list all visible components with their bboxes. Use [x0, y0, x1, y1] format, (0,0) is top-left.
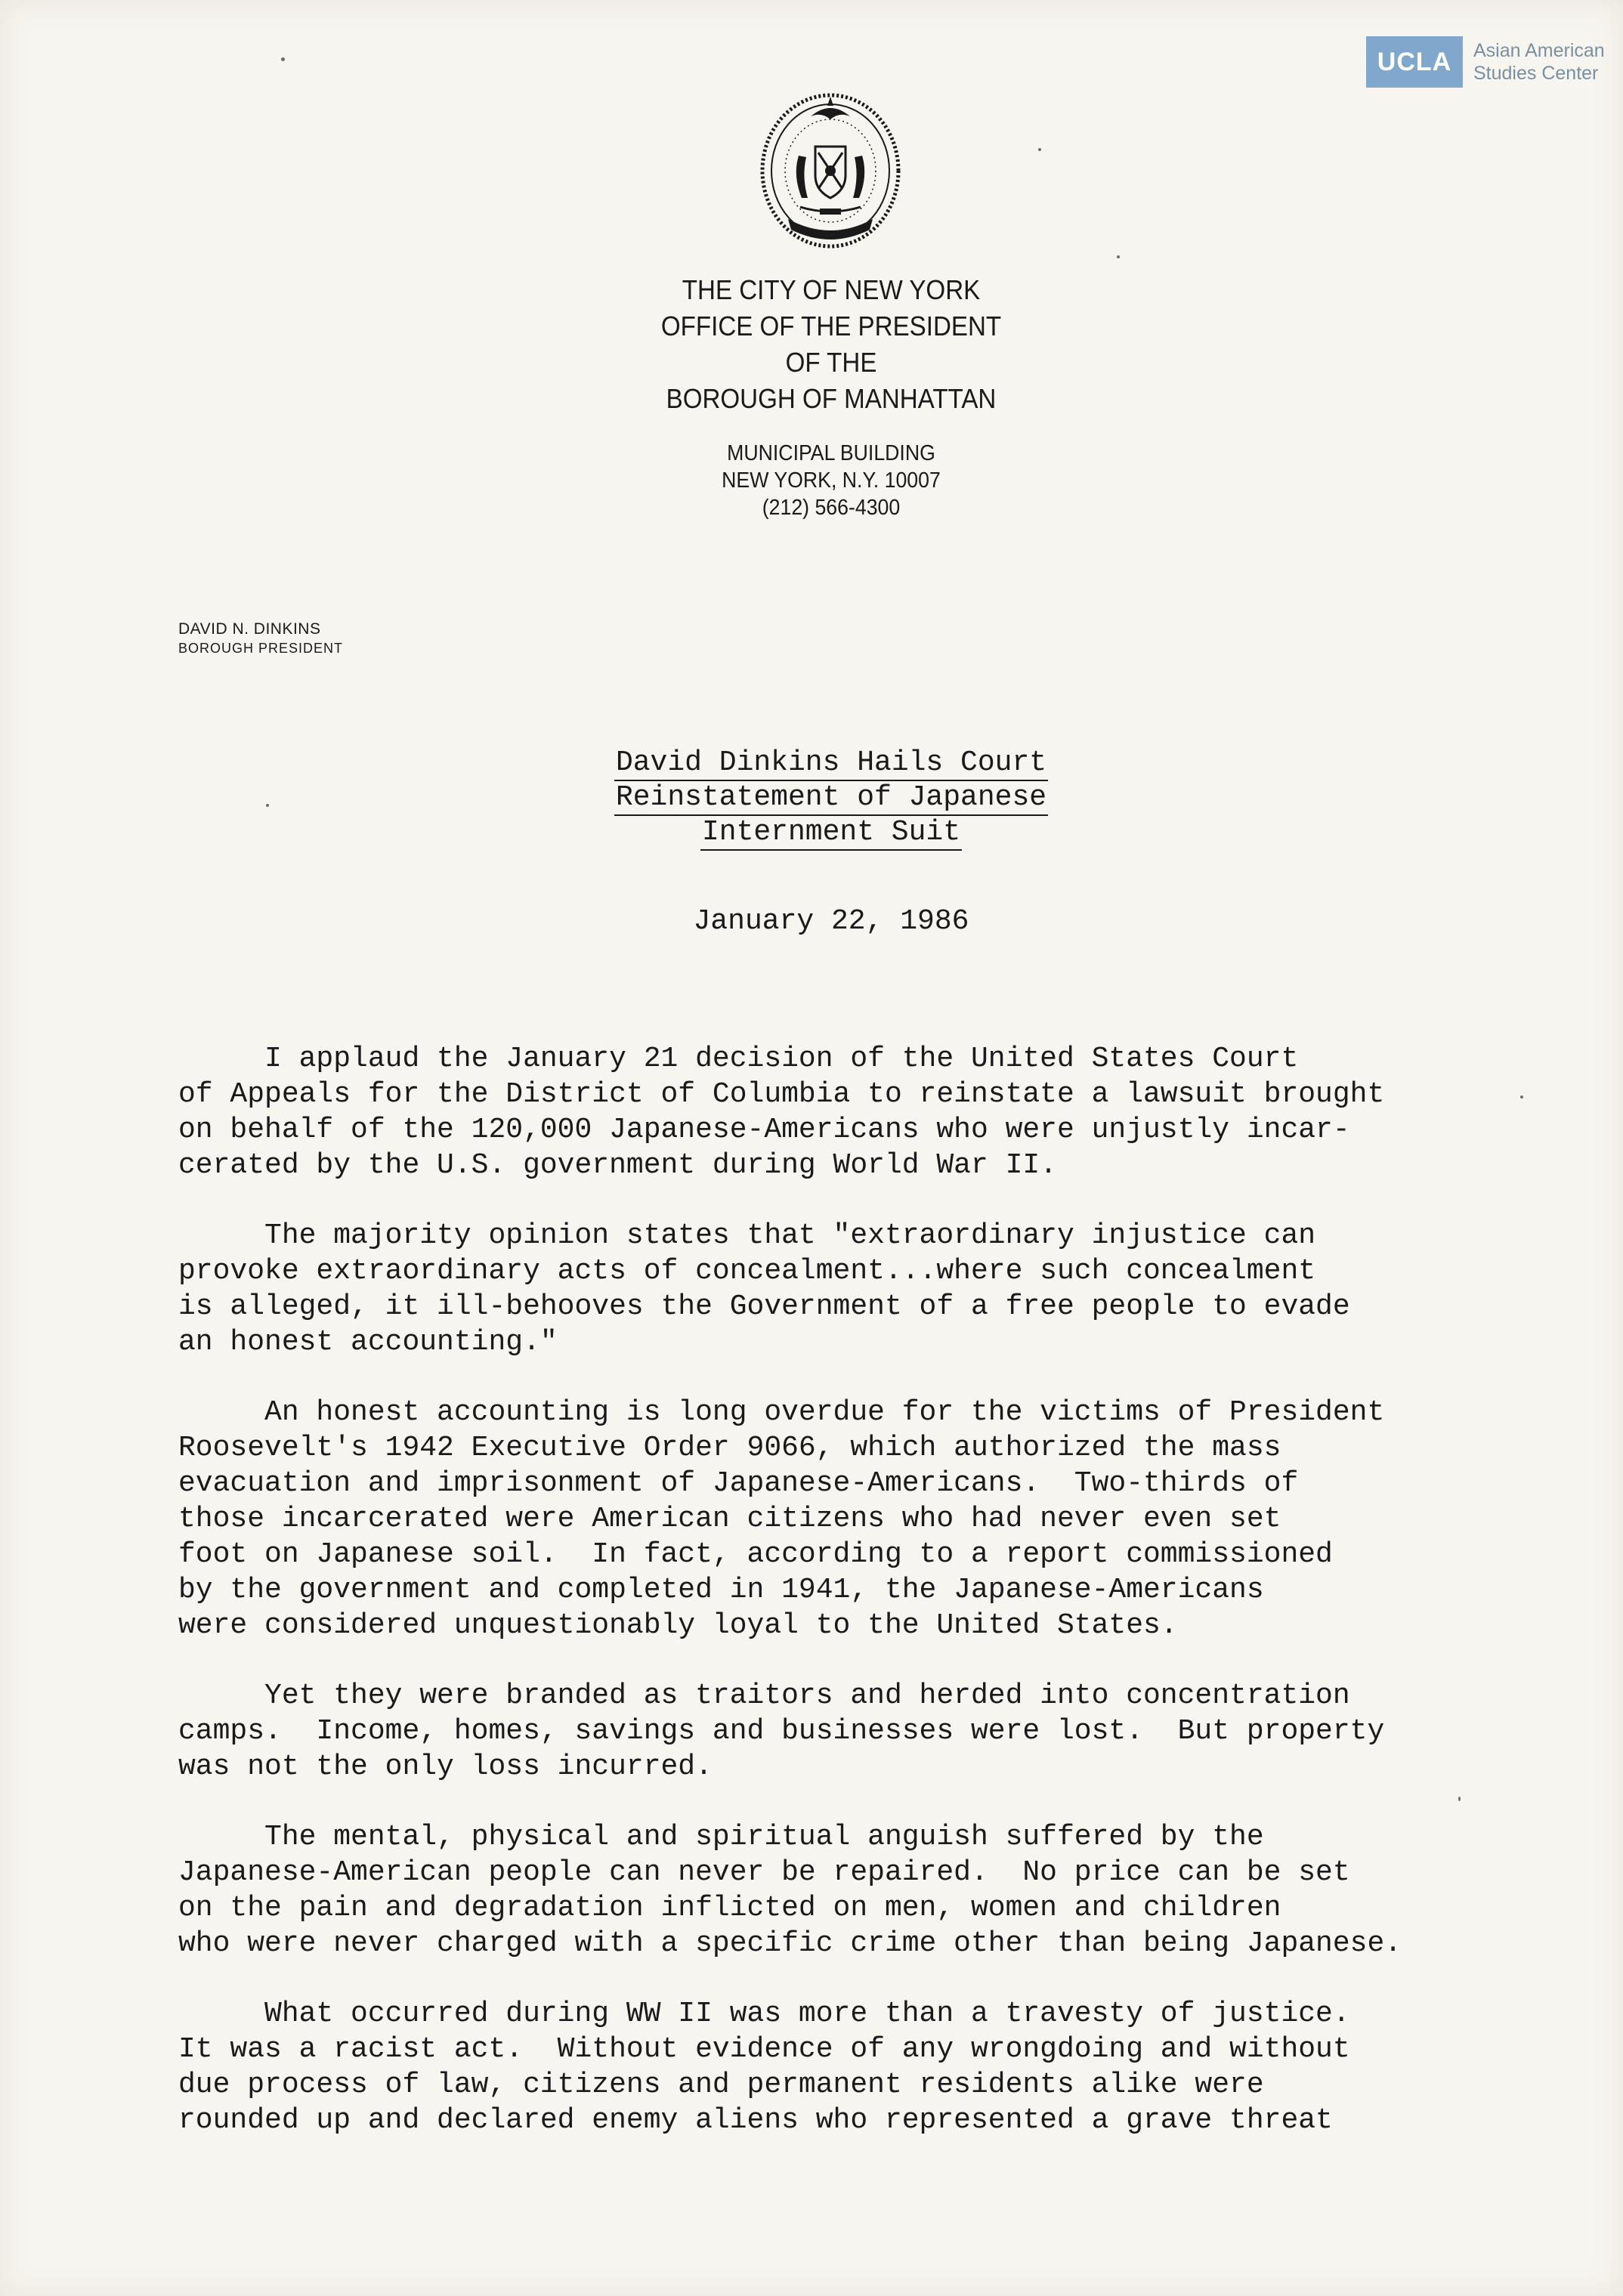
archive-name-line-1: Asian American	[1473, 40, 1605, 61]
body-line: of Appeals for the District of Columbia to reinstate a lawsuit brought	[178, 1078, 1385, 1111]
body-line: an honest accounting."	[178, 1326, 558, 1358]
body-line: on behalf of the 120,000 Japanese-Americans who were unjustly incar-	[178, 1114, 1350, 1146]
letterhead-line: THE CITY OF NEW YORK	[682, 274, 981, 305]
body-line: rounded up and declared enemy aliens who represented a grave threat	[178, 2104, 1333, 2137]
phone-number: (212) 566-4300	[762, 496, 901, 520]
body-line: foot on Japanese soil. In fact, according to a report commissioned	[178, 1538, 1333, 1571]
body-line: were considered unquestionably loyal to the United States.	[178, 1609, 1178, 1642]
body-line: I applaud the January 21 decision of the United States Court	[178, 1043, 1299, 1075]
body-line: was not the only loss incurred.	[178, 1751, 713, 1783]
body-line: due process of law, citizens and permanent residents alike were	[178, 2069, 1264, 2101]
letter-body	[178, 1041, 1538, 2173]
body-line: The majority opinion states that "extraordinary injustice can	[178, 1219, 1316, 1252]
paper-speck	[1117, 255, 1120, 258]
body-line: It was a racist act. Without evidence of any wrongdoing and without	[178, 2033, 1350, 2066]
paper-speck	[1458, 1797, 1461, 1801]
press-release-headline	[529, 746, 1133, 851]
body-line: is alleged, it ill-behooves the Government of a free people to evade	[178, 1290, 1350, 1323]
official-title: BOROUGH PRESIDENT	[178, 641, 344, 656]
address-line: NEW YORK, N.Y. 10007	[722, 468, 941, 493]
letterhead-office	[529, 272, 1133, 417]
body-line: Japanese-American people can never be repaired. No price can be set	[178, 1856, 1350, 1889]
body-line: What occurred during WW II was more than a travesty of justice.	[178, 1998, 1350, 2030]
archive-name	[1473, 39, 1605, 85]
body-line: Roosevelt's 1942 Executive Order 9066, which authorized the mass	[178, 1432, 1281, 1464]
paper-speck	[281, 57, 285, 61]
letterhead-line: BOROUGH OF MANHATTAN	[666, 383, 997, 414]
official-name: DAVID N. DINKINS	[178, 620, 321, 638]
archive-watermark	[1366, 36, 1605, 88]
headline-line: David Dinkins Hails Court	[614, 746, 1048, 781]
headline-line: Reinstatement of Japanese	[614, 781, 1048, 816]
body-line: The mental, physical and spiritual anguish suffered by the	[178, 1821, 1264, 1853]
body-line: those incarcerated were American citizens who had never even set	[178, 1503, 1281, 1535]
official-block	[178, 620, 343, 657]
letterhead	[529, 272, 1133, 521]
body-paragraph	[178, 1819, 1538, 1961]
headline-line: Internment Suit	[700, 816, 962, 851]
body-line: cerated by the U.S. government during World War II.	[178, 1149, 1057, 1182]
body-line: An honest accounting is long overdue for the victims of President	[178, 1396, 1385, 1429]
body-line: on the pain and degradation inflicted on men, women and children	[178, 1892, 1281, 1924]
body-line: evacuation and imprisonment of Japanese-Americans. Two-thirds of	[178, 1467, 1299, 1500]
body-paragraph	[178, 1218, 1538, 1360]
body-paragraph	[178, 1041, 1538, 1183]
address-line: MUNICIPAL BUILDING	[727, 441, 935, 465]
body-paragraph	[178, 1996, 1538, 2138]
city-of-new-york-seal-icon	[758, 86, 903, 249]
paper-speck	[1520, 1095, 1523, 1099]
paper-speck	[266, 804, 269, 807]
letterhead-address	[529, 440, 1133, 521]
body-paragraph	[178, 1395, 1538, 1643]
body-line: camps. Income, homes, savings and businesses were lost. But property	[178, 1715, 1385, 1747]
body-line: provoke extraordinary acts of concealment...where such concealment	[178, 1255, 1316, 1287]
body-line: Yet they were branded as traitors and herded into concentration	[178, 1680, 1350, 1712]
letterhead-line: OF THE	[785, 347, 877, 378]
letterhead-line: OFFICE OF THE PRESIDENT	[660, 311, 1002, 341]
body-paragraph	[178, 1678, 1538, 1785]
ucla-logo: UCLA	[1366, 36, 1463, 88]
paper-speck	[1038, 148, 1041, 151]
body-line: who were never charged with a specific crime other than being Japanese.	[178, 1927, 1402, 1960]
archive-name-line-2: Studies Center	[1473, 63, 1599, 84]
release-date: January 22, 1986	[693, 905, 969, 938]
body-line: by the government and completed in 1941, the Japanese-Americans	[178, 1574, 1264, 1606]
